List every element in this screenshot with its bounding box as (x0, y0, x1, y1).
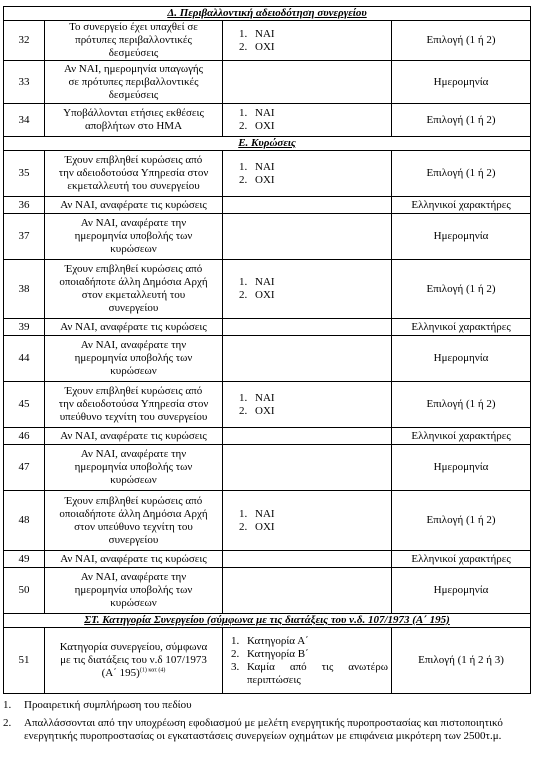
form-table-body (4, 7, 531, 694)
description-line: εκμεταλλευτή του συνεργείου (67, 180, 200, 192)
field-description (45, 260, 223, 319)
description-line: στον υπεύθυνο τεχνίτη του (74, 520, 193, 533)
option-item (231, 661, 388, 687)
field-description (45, 319, 223, 336)
table-row (4, 628, 531, 694)
field-type: Επιλογή (1 ή 2) (392, 104, 531, 137)
description-line: Έχουν επιβληθεί κυρώσεις από (64, 263, 203, 275)
form-table (3, 6, 531, 694)
description-line: στον εκμεταλλευτή του (81, 289, 186, 301)
option-number: 2. (239, 520, 248, 533)
option-number: 1. (239, 276, 248, 288)
option-item (239, 392, 388, 405)
option-label: Κατηγορία Β΄ (247, 647, 309, 660)
table-row (4, 260, 531, 319)
description-line: συνεργείου (108, 302, 159, 314)
description-line: Το συνεργείο έχει υπαχθεί σε (69, 21, 198, 33)
option-number: 1. (231, 634, 240, 647)
table-row (4, 428, 531, 445)
option-item (231, 635, 388, 648)
field-options (223, 551, 392, 568)
section-header-row (4, 7, 531, 21)
description-line: σε πρότυπες περιβαλλοντικές (68, 75, 199, 88)
section-header-row (4, 137, 531, 151)
description-line: δεσμεύσεις (108, 47, 159, 59)
description-line: με τις διατάξεις του ν.δ 107/1973 (60, 654, 207, 666)
description-line: Αν ΝΑΙ, αναφέρατε την (80, 571, 187, 583)
field-description (45, 151, 223, 197)
option-label: ΝΑΙ (255, 507, 275, 520)
option-label: ΟΧΙ (255, 40, 275, 53)
field-description (45, 21, 223, 61)
field-number: 44 (4, 336, 45, 382)
field-type: Επιλογή (1 ή 2) (392, 382, 531, 428)
option-label: ΟΧΙ (255, 520, 275, 533)
options-list (239, 392, 388, 418)
field-number: 35 (4, 151, 45, 197)
option-label: ΟΧΙ (255, 404, 275, 417)
option-number: 1. (239, 391, 248, 404)
description-line: ημερομηνία υποβολής των (74, 230, 193, 242)
footnote-number: 1. (3, 699, 12, 711)
option-item (231, 648, 388, 661)
option-item (239, 41, 388, 54)
option-item (239, 161, 388, 174)
field-description (45, 628, 223, 694)
options-list (239, 161, 388, 187)
option-item (239, 28, 388, 41)
field-number: 45 (4, 382, 45, 428)
field-number: 47 (4, 445, 45, 491)
description-line: Υποβάλλονται ετήσιες εκθέσεις (63, 107, 204, 119)
field-options (223, 214, 392, 260)
field-description (45, 197, 223, 214)
option-item (239, 521, 388, 534)
option-item (239, 120, 388, 133)
table-row (4, 568, 531, 614)
description-line: ημερομηνία υποβολής των (74, 352, 193, 364)
footnote-number: 2. (3, 717, 12, 729)
field-number: 51 (4, 628, 45, 694)
field-options (223, 197, 392, 214)
table-row (4, 104, 531, 137)
table-row (4, 197, 531, 214)
field-number: 38 (4, 260, 45, 319)
field-type: Ημερομηνία (392, 336, 531, 382)
field-number: 32 (4, 21, 45, 61)
section-title: Ε. Κυρώσεις (4, 137, 531, 151)
description-line: Αν ΝΑΙ, ημερομηνία υπαγωγής (63, 62, 204, 75)
field-number: 50 (4, 568, 45, 614)
field-options (223, 260, 392, 319)
option-number: 2. (239, 289, 248, 301)
option-item (239, 508, 388, 521)
description-line: κυρώσεων (110, 474, 157, 486)
description-line: Αν ΝΑΙ, αναφέρατε την (80, 448, 187, 460)
field-type: Επιλογή (1 ή 2) (392, 491, 531, 551)
description-line: Έχουν επιβληθεί κυρώσεις από (64, 385, 203, 397)
field-number: 46 (4, 428, 45, 445)
option-label: ΝΑΙ (255, 27, 275, 40)
option-label: ΝΑΙ (255, 391, 275, 404)
description-line: Αν ΝΑΙ, αναφέρατε τις κυρώσεις (60, 198, 207, 211)
description-line: συνεργείου (108, 533, 159, 546)
option-number: 1. (239, 507, 248, 520)
field-number: 39 (4, 319, 45, 336)
option-item (239, 405, 388, 418)
options-list (239, 276, 388, 302)
field-options (223, 428, 392, 445)
field-type: Ελληνικοί χαρακτήρες (392, 428, 531, 445)
field-type: Ημερομηνία (392, 568, 531, 614)
description-line: την αδειοδοτούσα Υπηρεσία στον (58, 398, 209, 410)
footnote-text: Απαλλάσσονται από την υποχρέωση εφοδιασμού με μελέτη ενεργητικής πυροπροστασίας και πιστοποιητικό ενεργητικής πυροπροστασίας οι εγκαταστάσεις συνεργείων οχημάτων με επιφάνεια μικρότερη των 2500τ.μ. (24, 717, 503, 742)
option-label: ΝΑΙ (255, 276, 275, 288)
field-number: 49 (4, 551, 45, 568)
description-line: Αν ΝΑΙ, αναφέρατε την (80, 339, 187, 351)
field-options (223, 61, 392, 104)
field-description (45, 551, 223, 568)
field-options (223, 319, 392, 336)
field-number: 34 (4, 104, 45, 137)
footnote-item (3, 717, 530, 743)
field-description (45, 568, 223, 614)
field-options (223, 382, 392, 428)
field-options (223, 21, 392, 61)
option-number: 1. (239, 160, 248, 173)
field-options (223, 445, 392, 491)
field-description (45, 61, 223, 104)
document-page (3, 6, 530, 743)
field-options (223, 628, 392, 694)
options-list (239, 107, 388, 133)
table-row (4, 491, 531, 551)
option-label: ΝΑΙ (255, 107, 275, 119)
field-number: 48 (4, 491, 45, 551)
footnote-text: Προαιρετική συμπλήρωση του πεδίου (24, 699, 192, 711)
option-label: ΝΑΙ (255, 160, 275, 173)
field-type: Επιλογή (1 ή 2) (392, 260, 531, 319)
section-title: ΣΤ. Κατηγορία Συνεργείου (σύμφωνα με τις διατάξεις του ν.δ. 107/1973 (Α΄ 195) (4, 614, 531, 628)
section-header-row (4, 614, 531, 628)
field-description (45, 428, 223, 445)
option-number: 3. (231, 660, 240, 673)
field-options (223, 104, 392, 137)
description-line: (Α΄ 195)$^{(1) \kappa\alpha\tau (4)}$ (101, 667, 166, 679)
section-title: Δ. Περιβαλλοντική αδειοδότηση συνεργείου (4, 7, 531, 21)
description-line: υπεύθυνο τεχνίτη του συνεργείου (59, 411, 208, 423)
description-line: Αν ΝΑΙ, αναφέρατε τις κυρώσεις (60, 552, 207, 565)
field-options (223, 568, 392, 614)
description-line: ημερομηνία υποβολής των (74, 584, 193, 596)
option-number: 2. (231, 647, 240, 660)
footnote-item (3, 699, 530, 712)
table-row (4, 445, 531, 491)
description-line: Έχουν επιβληθεί κυρώσεις από (64, 154, 203, 166)
description-line: δεσμεύσεις (108, 88, 159, 101)
field-options (223, 151, 392, 197)
description-line: Αν ΝΑΙ, αναφέρατε τις κυρώσεις (60, 429, 207, 442)
field-type: Ημερομηνία (392, 445, 531, 491)
description-line: Κατηγορία συνεργείου, σύμφωνα (59, 641, 208, 653)
table-row (4, 382, 531, 428)
option-number: 1. (239, 107, 248, 119)
description-line: κυρώσεων (110, 597, 157, 609)
table-row (4, 214, 531, 260)
field-type: Ημερομηνία (392, 214, 531, 260)
description-line: οποιαδήποτε άλλη Δημόσια Αρχή (59, 507, 208, 520)
table-row (4, 319, 531, 336)
table-row (4, 151, 531, 197)
option-label: ΟΧΙ (255, 120, 275, 132)
table-row (4, 61, 531, 104)
options-list (239, 508, 388, 534)
option-number: 2. (239, 120, 248, 132)
field-options (223, 336, 392, 382)
field-type: Επιλογή (1 ή 2) (392, 151, 531, 197)
description-line: Έχουν επιβληθεί κυρώσεις από (64, 494, 203, 507)
field-type: Ελληνικοί χαρακτήρες (392, 319, 531, 336)
field-options (223, 491, 392, 551)
option-item (239, 174, 388, 187)
field-description (45, 214, 223, 260)
field-description (45, 491, 223, 551)
description-line: πρότυπες περιβαλλοντικές (75, 34, 192, 46)
description-line: κυρώσεων (110, 365, 157, 377)
field-type: Ελληνικοί χαρακτήρες (392, 551, 531, 568)
option-label: Καμία από τις ανωτέρω περιπτώσεις (247, 660, 388, 686)
option-label: ΟΧΙ (255, 289, 275, 301)
field-description (45, 382, 223, 428)
option-number: 2. (239, 173, 248, 186)
description-line: κυρώσεων (110, 243, 157, 255)
options-list (231, 635, 388, 687)
option-number: 2. (239, 404, 248, 417)
option-item (239, 107, 388, 120)
field-type: Επιλογή (1 ή 2) (392, 21, 531, 61)
option-item (239, 276, 388, 289)
option-label: ΟΧΙ (255, 173, 275, 186)
field-description (45, 336, 223, 382)
description-line: Αν ΝΑΙ, αναφέρατε την (80, 217, 187, 229)
field-description (45, 104, 223, 137)
option-number: 1. (239, 27, 248, 40)
options-list (239, 28, 388, 54)
field-type: Ημερομηνία (392, 61, 531, 104)
field-type: Επιλογή (1 ή 2 ή 3) (392, 628, 531, 694)
table-row (4, 551, 531, 568)
field-type: Ελληνικοί χαρακτήρες (392, 197, 531, 214)
field-number: 36 (4, 197, 45, 214)
option-label: Κατηγορία Α΄ (247, 634, 309, 647)
description-line: την αδειοδοτούσα Υπηρεσία στον (58, 167, 209, 179)
table-row (4, 21, 531, 61)
description-line: Αν ΝΑΙ, αναφέρατε τις κυρώσεις (60, 320, 207, 333)
field-number: 33 (4, 61, 45, 104)
footnotes (3, 699, 530, 743)
footnote-reference: (1) κατ (4) (139, 667, 166, 674)
option-item (239, 289, 388, 302)
description-line: ημερομηνία υποβολής των (74, 461, 193, 473)
field-number: 37 (4, 214, 45, 260)
field-description (45, 445, 223, 491)
description-line: οποιαδήποτε άλλη Δημόσια Αρχή (59, 276, 208, 288)
description-line: αποβλήτων στο ΗΜΑ (84, 120, 183, 132)
table-row (4, 336, 531, 382)
option-number: 2. (239, 40, 248, 53)
